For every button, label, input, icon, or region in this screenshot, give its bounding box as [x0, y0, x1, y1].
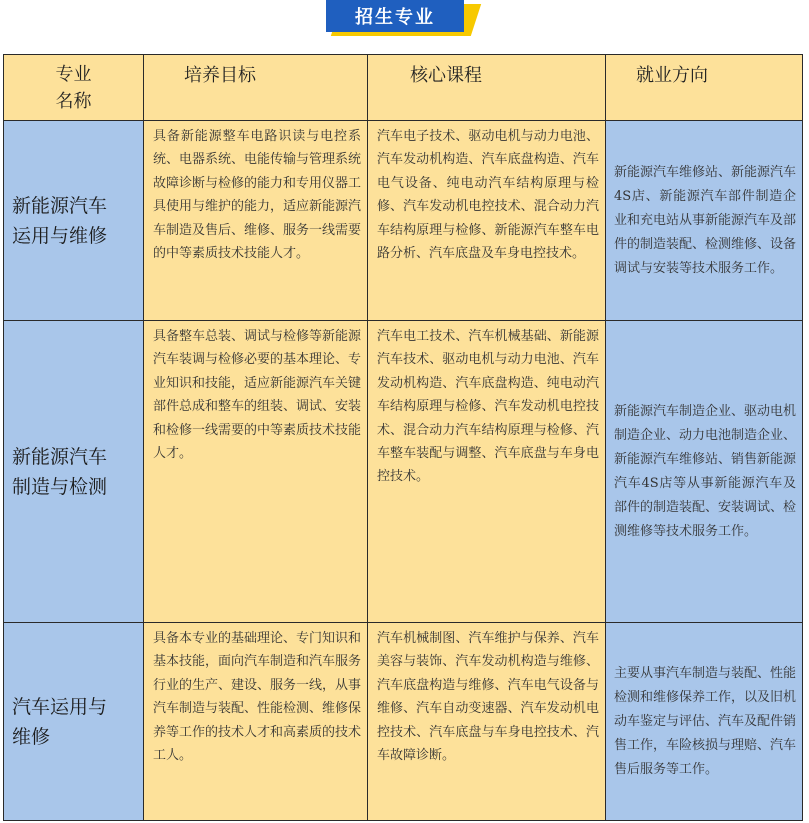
core-courses-cell: 汽车电工技术、汽车机械基础、新能源汽车技术、驱动电机与动力电池、汽车发动机构造、汽车底盘构造、纯电动汽车结构原理与检修、汽车发动机电控技术、混合动力汽车结构原理与检修、汽车整车装配与调整、汽车底盘与车身电控技术。 — [368, 321, 606, 623]
header-row — [4, 55, 803, 121]
major-name-line1: 新能源汽车 — [12, 194, 108, 217]
banner-title: 招生专业 — [326, 0, 464, 32]
major-name-line2: 运用与维修 — [12, 224, 108, 247]
header-career-direction: 就业方向 — [606, 55, 803, 121]
career-direction-cell: 新能源汽车维修站、新能源汽车4S店、新能源汽车部件制造企业和充电站从事新能源汽车及部件的制造装配、检测维修、设备调试与安装等技术服务工作。 — [606, 121, 803, 321]
major-name-cell — [4, 321, 144, 623]
major-name-line2: 维修 — [12, 725, 51, 748]
training-goal-cell: 具备新能源整车电路识读与电控系统、电器系统、电能传输与管理系统故障诊断与检修的能力和专用仪器工具使用与维护的能力，适应新能源汽车制造及售后、维修、服务一线需要的中等素质技术技能人才。 — [144, 121, 368, 321]
core-courses-cell: 汽车机械制图、汽车维护与保养、汽车美容与装饰、汽车发动机构造与维修、汽车底盘构造与维修、汽车电气设备与维修、汽车自动变速器、汽车发动机电控技术、汽车底盘与车身电控技术、汽车故障诊断。 — [368, 623, 606, 821]
major-name-line1: 汽车运用与 — [12, 695, 108, 718]
table-row — [4, 321, 803, 623]
header-core-courses: 核心课程 — [368, 55, 606, 121]
core-courses-cell: 汽车电子技术、驱动电机与动力电池、汽车发动机构造、汽车底盘构造、汽车电气设备、纯电动汽车结构原理与检修、汽车发动机电控技术、混合动力汽车结构原理与检修、新能源汽车整车电路分析、汽车底盘及车身电控技术。 — [368, 121, 606, 321]
header-major-name-line2: 名称 — [55, 91, 92, 112]
major-name-line2: 制造与检测 — [12, 475, 108, 498]
majors-table — [3, 54, 803, 821]
major-name-cell — [4, 623, 144, 821]
section-banner — [326, 0, 476, 36]
career-direction-cell: 新能源汽车制造企业、驱动电机制造企业、动力电池制造企业、新能源汽车维修站、销售新能源汽车4S店等从事新能源汽车及部件的制造装配、安装调试、检测维修等技术服务工作。 — [606, 321, 803, 623]
table-row — [4, 121, 803, 321]
major-name-cell — [4, 121, 144, 321]
training-goal-cell: 具备本专业的基础理论、专门知识和基本技能，面向汽车制造和汽车服务行业的生产、建设、服务一线，从事汽车制造与装配、性能检测、维修保养等工作的技术人才和高素质的技术工人。 — [144, 623, 368, 821]
table-row — [4, 623, 803, 821]
header-training-goal: 培养目标 — [144, 55, 368, 121]
training-goal-cell: 具备整车总装、调试与检修等新能源汽车装调与检修必要的基本理论、专业知识和技能，适应新能源汽车关键部件总成和整车的组装、调试、安装和检修一线需要的中等素质技术技能人才。 — [144, 321, 368, 623]
major-name-line1: 新能源汽车 — [12, 445, 108, 468]
career-direction-cell: 主要从事汽车制造与装配、性能检测和维修保养工作，以及旧机动车鉴定与评估、汽车及配件销售工作，车险核损与理赔、汽车售后服务等工作。 — [606, 623, 803, 821]
header-major-name-line1: 专业 — [55, 64, 92, 85]
header-major-name — [4, 55, 144, 121]
